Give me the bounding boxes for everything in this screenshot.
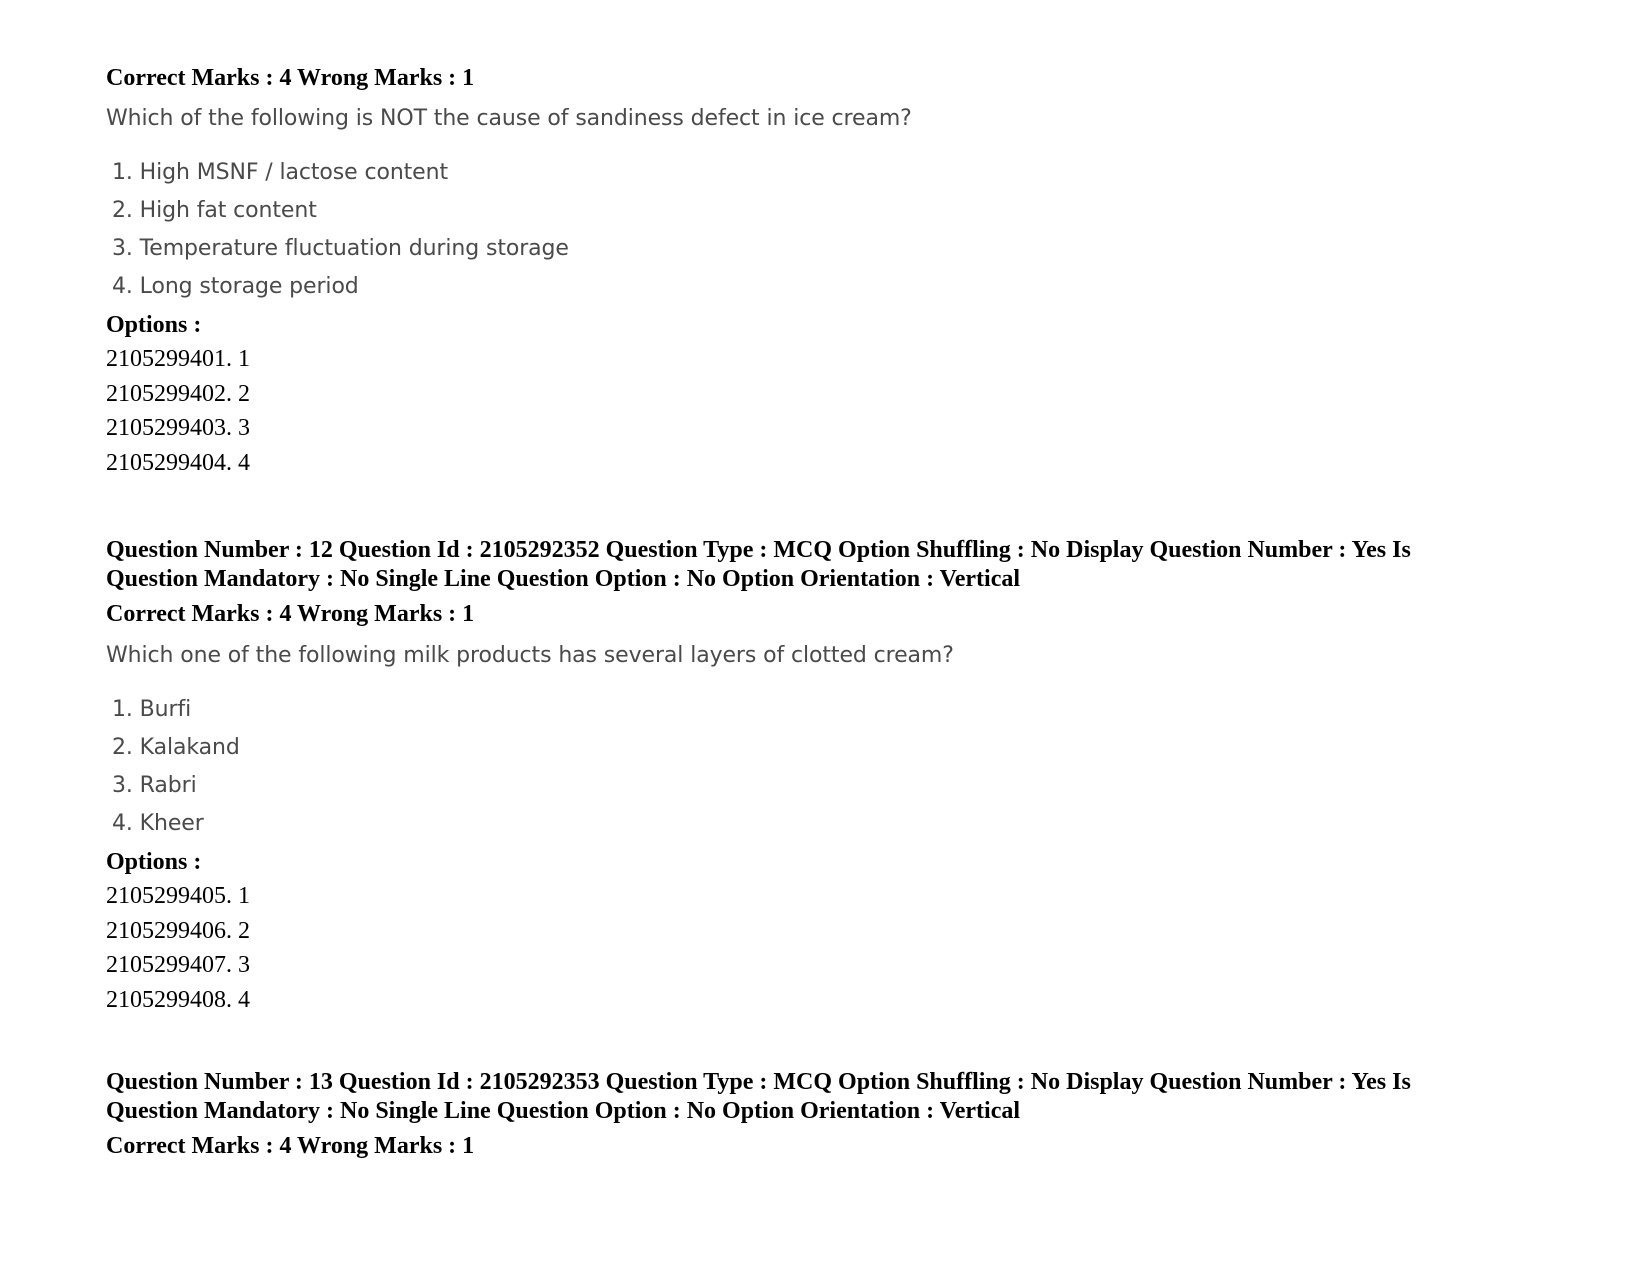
- option-item: 2105299407. 3: [106, 952, 250, 978]
- option-item: 2105299406. 2: [106, 917, 250, 944]
- choice-item: 2. Kalakand: [112, 735, 240, 760]
- option-item: 2105299402. 2: [106, 380, 250, 407]
- choice-item: 1. Burfi: [112, 697, 192, 722]
- option-list: [106, 342, 1586, 480]
- question-meta-line-2: Question Mandatory : No Single Line Question Option : No Option Orientation : Vertical: [106, 566, 1021, 592]
- marks-line: Correct Marks : 4 Wrong Marks : 1: [106, 65, 475, 91]
- document-page: [106, 64, 1586, 1159]
- option-item: 2105299408. 4: [106, 986, 250, 1013]
- choice-item: 4. Kheer: [112, 811, 204, 836]
- option-item: 2105299403. 3: [106, 415, 250, 441]
- choice-item: 3. Temperature fluctuation during storage: [112, 236, 569, 261]
- question-13-block: [106, 1068, 1586, 1161]
- question-meta-line-1: Question Number : 13 Question Id : 2105292353 Question Type : MCQ Option Shuffling : No Display Question Number : Yes Is: [106, 1069, 1411, 1095]
- choice-list: [106, 691, 1586, 843]
- choice-item: 1. High MSNF / lactose content: [112, 160, 448, 185]
- question-12-block: [106, 536, 1586, 1017]
- option-list: [106, 879, 1586, 1017]
- option-item: 2105299405. 1: [106, 883, 250, 909]
- choice-item: 2. High fat content: [112, 198, 317, 223]
- choice-item: 3. Rabri: [112, 773, 197, 798]
- option-item: 2105299401. 1: [106, 346, 250, 372]
- option-item: 2105299404. 4: [106, 449, 250, 476]
- options-label: Options :: [106, 312, 202, 338]
- marks-line: Correct Marks : 4 Wrong Marks : 1: [106, 1133, 475, 1159]
- question-text: Which of the following is NOT the cause of sandiness defect in ice cream?: [106, 106, 912, 131]
- options-label: Options :: [106, 849, 202, 875]
- choice-item: 4. Long storage period: [112, 274, 359, 299]
- question-meta-line-1: Question Number : 12 Question Id : 2105292352 Question Type : MCQ Option Shuffling : No Display Question Number : Yes Is: [106, 537, 1411, 563]
- marks-line: Correct Marks : 4 Wrong Marks : 1: [106, 601, 475, 627]
- choice-list: [106, 154, 1586, 306]
- question-meta-line-2: Question Mandatory : No Single Line Question Option : No Option Orientation : Vertical: [106, 1098, 1021, 1124]
- question-11-block: [106, 64, 1586, 480]
- question-text: Which one of the following milk products has several layers of clotted cream?: [106, 643, 954, 668]
